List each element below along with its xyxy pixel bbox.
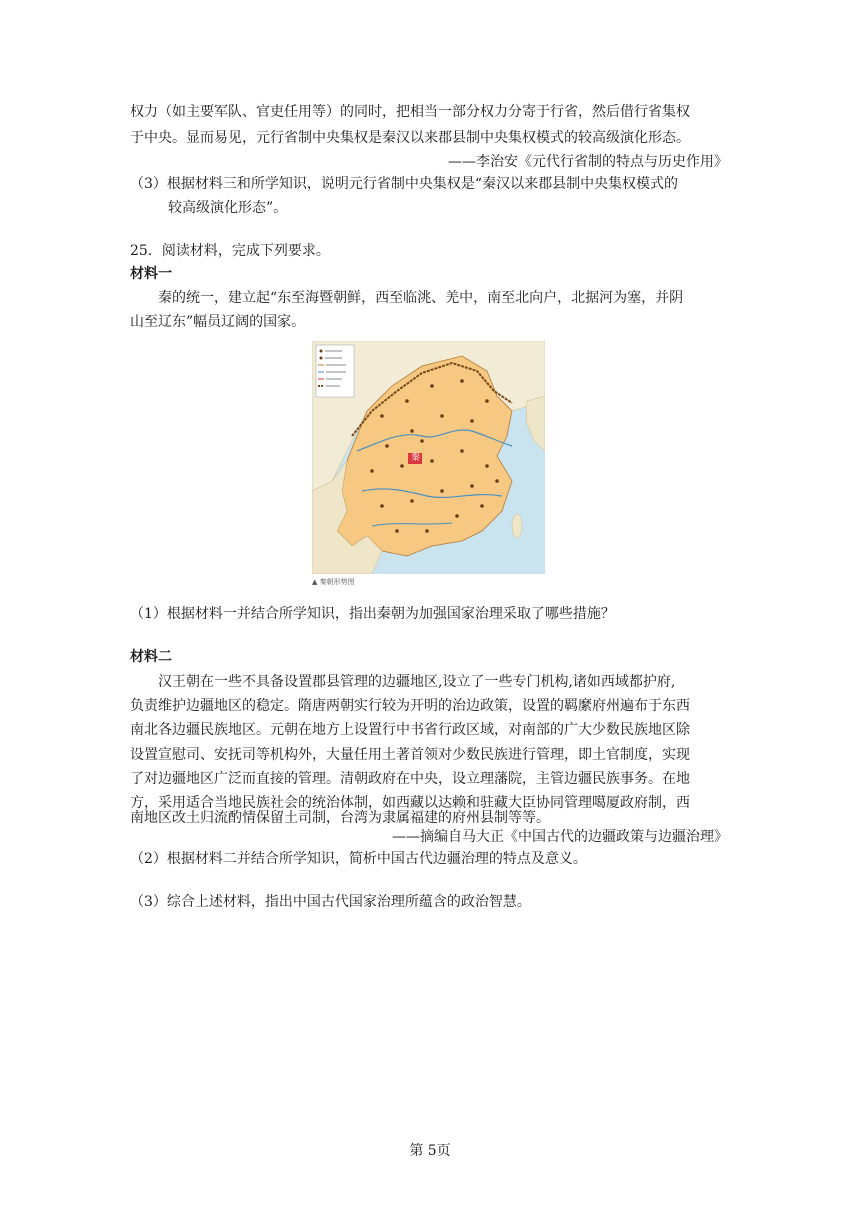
map-image [312,341,545,574]
material-line: 设置宣慰司、安抚司等机构外，大量任用土著首领对少数民族进行管理，即土官制度，实现 [130,747,690,763]
material-line: 南地区改土归流酌情保留土司制，台湾为隶属福建的府州县制等等。 [130,810,550,826]
page-number: 第 5页 [409,1143,451,1159]
material-label: 材料二 [130,649,172,665]
material-line: 秦的统一，建立起“东至海暨朝鲜，西至临洮、羌中，南至北向户，北据河为塞，并阴 [158,290,684,306]
material-line: 负责维护边疆地区的稳定。隋唐两朝实行较为开明的治边政策，设置的羁縻府州遍布于东西 [130,698,690,714]
question-heading: 25．阅读材料，完成下列要求。 [130,243,330,259]
material-line: 权力（如主要军队、官吏任用等）的同时，把相当一部分权力分寄于行省，然后借行省集权 [130,104,690,120]
question-text: （3）综合上述材料，指出中国古代国家治理所蕴含的政治智慧。 [130,894,531,910]
qin-dynasty-map [312,341,545,591]
question-text: （2）根据材料二并结合所学知识，简析中国古代边疆治理的特点及意义。 [130,851,587,867]
material-line: 方，采用适合当地民族社会的统治体制，如西藏以达赖和驻藏大臣协同管理噶厦政府制，西 [130,795,690,811]
map-capital-label: 秦 [411,453,421,463]
material-line: 南北各边疆民族地区。元朝在地方上设置行中书省行政区域，对南部的广大少数民族地区除 [130,722,690,738]
material-line: 于中央。显而易见，元行省制中央集权是秦汉以来郡县制中央集权模式的较高级演化形态。 [130,130,690,146]
material-line: 汉王朝在一些不具备设置郡县管理的边疆地区,设立了一些专门机构,诸如西域都护府, [158,674,676,690]
question-text: （3）根据材料三和所学知识，说明元行省制中央集权是“秦汉以来郡县制中央集权模式的 [130,176,679,192]
material-source: ——李治安《元代行省制的特点与历史作用》 [448,154,728,170]
material-label: 材料一 [130,266,172,282]
map-legend [316,345,354,397]
map-caption: ▲ 秦朝形势图 [312,578,355,586]
material-line: 山至辽东”幅员辽阔的国家。 [130,314,306,330]
question-text: 较高级演化形态”。 [168,200,288,216]
material-line: 了对边疆地区广泛而直接的管理。清朝政府在中央，设立理藩院，主管边疆民族事务。在地 [130,771,690,787]
question-text: （1）根据材料一并结合所学知识，指出秦朝为加强国家治理采取了哪些措施？ [130,606,615,622]
material-source: ——摘编自马大正《中国古代的边疆政策与边疆治理》 [392,829,728,845]
